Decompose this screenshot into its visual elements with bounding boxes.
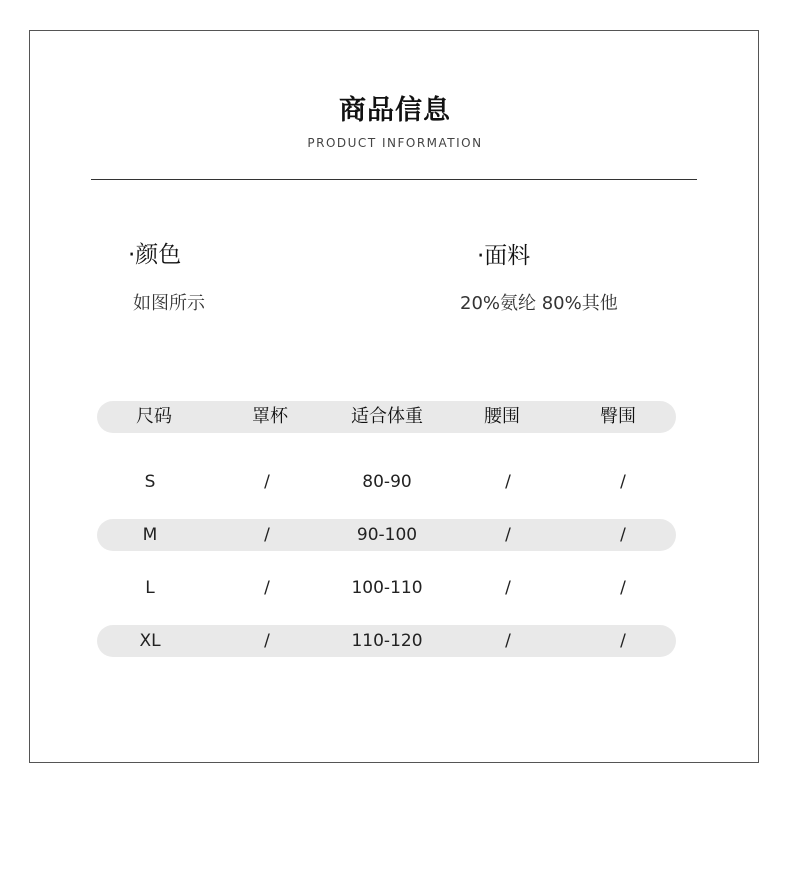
table-cell: 80-90: [362, 472, 412, 492]
table-cell: /: [505, 578, 511, 598]
column-header-size: 尺码: [136, 406, 172, 427]
table-cell: 110-120: [351, 631, 423, 651]
size-table-header: [97, 401, 676, 433]
table-cell: /: [620, 578, 626, 598]
table-cell: /: [620, 631, 626, 651]
table-row: [97, 572, 676, 604]
table-cell: /: [505, 472, 511, 492]
material-label: ·面料: [477, 243, 531, 269]
column-header-waist: 腰围: [484, 406, 520, 427]
table-row: [97, 466, 676, 498]
column-header-hip: 臀围: [600, 406, 636, 427]
table-row: [97, 519, 676, 551]
column-header-weight: 适合体重: [351, 406, 423, 427]
table-cell: /: [264, 578, 270, 598]
page-subtitle: PRODUCT INFORMATION: [307, 136, 483, 150]
table-cell: 100-110: [351, 578, 423, 598]
page-title: 商品信息: [339, 95, 451, 126]
table-cell: S: [144, 472, 156, 492]
table-cell: /: [264, 525, 270, 545]
table-cell: /: [620, 525, 626, 545]
title-divider: [91, 179, 697, 180]
table-cell: 90-100: [356, 525, 418, 545]
color-value: 如图所示: [133, 293, 205, 314]
table-row: [97, 625, 676, 657]
table-cell: /: [620, 472, 626, 492]
column-header-cup: 罩杯: [252, 406, 288, 427]
table-cell: M: [142, 525, 158, 545]
color-label: ·颜色: [128, 242, 182, 268]
table-cell: /: [264, 472, 270, 492]
table-cell: /: [264, 631, 270, 651]
table-cell: /: [505, 525, 511, 545]
table-cell: L: [145, 578, 155, 598]
table-cell: XL: [139, 631, 161, 651]
material-value: 20%氨纶 80%其他: [460, 293, 618, 314]
table-cell: /: [505, 631, 511, 651]
